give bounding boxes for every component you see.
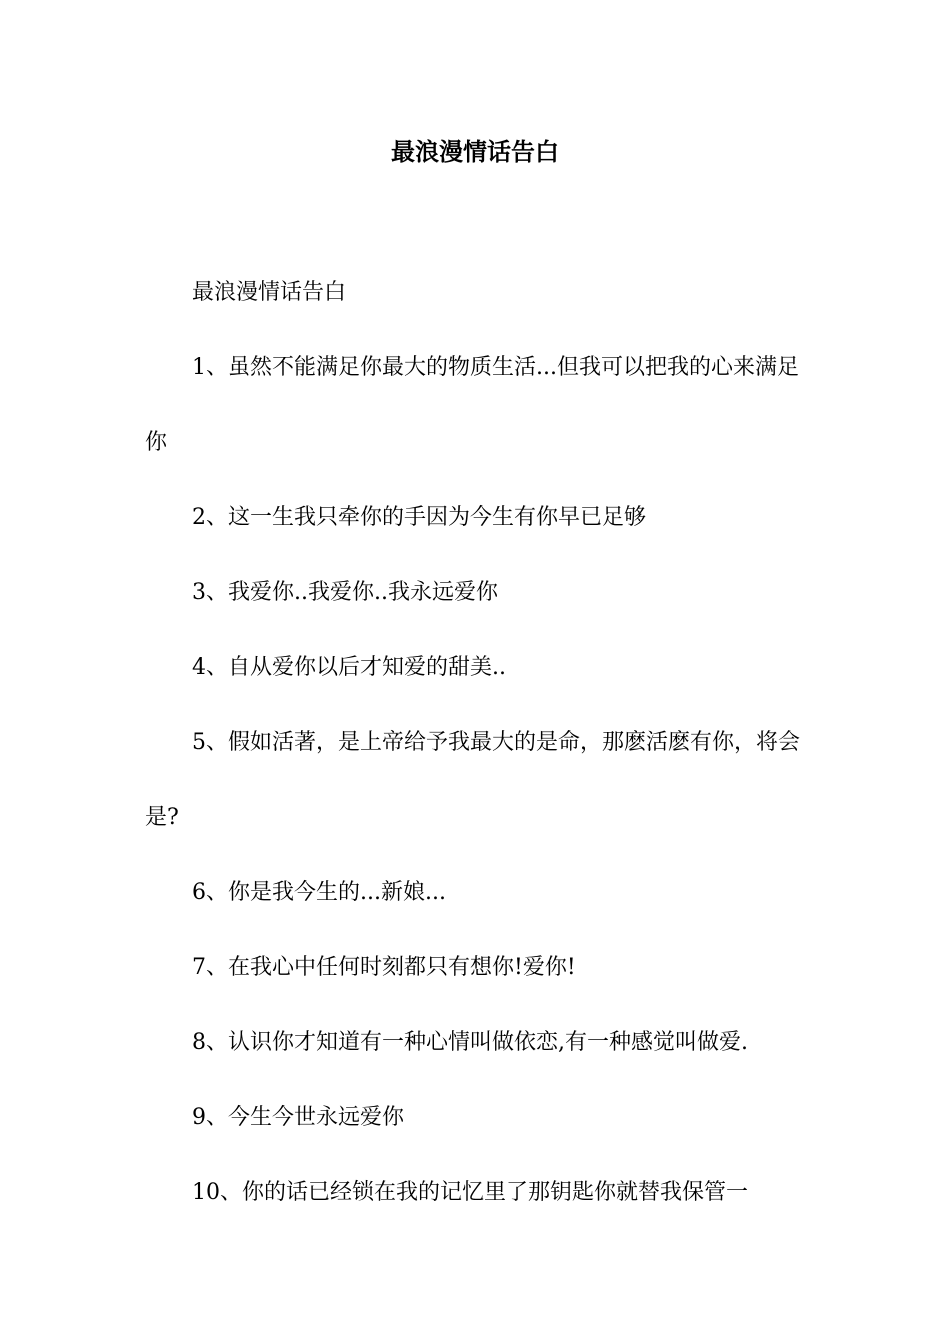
paragraph-item-9: 9、今生今世永远爱你 — [192, 1105, 404, 1130]
paragraph-item-10: 10、你的话已经锁在我的记忆里了那钥匙你就替我保管一 — [192, 1180, 748, 1205]
document-body — [145, 255, 810, 1230]
paragraph-subtitle: 最浪漫情话告白 — [192, 280, 347, 305]
document-title: 最浪漫情话告白 — [391, 137, 559, 166]
paragraph-item-7: 7、在我心中任何时刻都只有想你!爱你! — [192, 955, 576, 980]
paragraph-item-6: 6、你是我今生的...新娘... — [192, 880, 446, 905]
paragraph-item-3: 3、我爱你..我爱你..我永远爱你 — [192, 580, 498, 605]
paragraph-item-4: 4、自从爱你以后才知爱的甜美.. — [192, 655, 506, 680]
paragraph-item-5: 5、假如活著，是上帝给予我最大的是命，那麽活麽有你，将会是? — [145, 730, 800, 830]
paragraph-item-2: 2、这一生我只牵你的手因为今生有你早已足够 — [192, 505, 646, 530]
paragraph-item-8: 8、认识你才知道有一种心情叫做依恋,有一种感觉叫做爱. — [192, 1030, 748, 1055]
paragraph-item-1: 1、虽然不能满足你最大的物质生活...但我可以把我的心来满足你 — [145, 355, 799, 455]
